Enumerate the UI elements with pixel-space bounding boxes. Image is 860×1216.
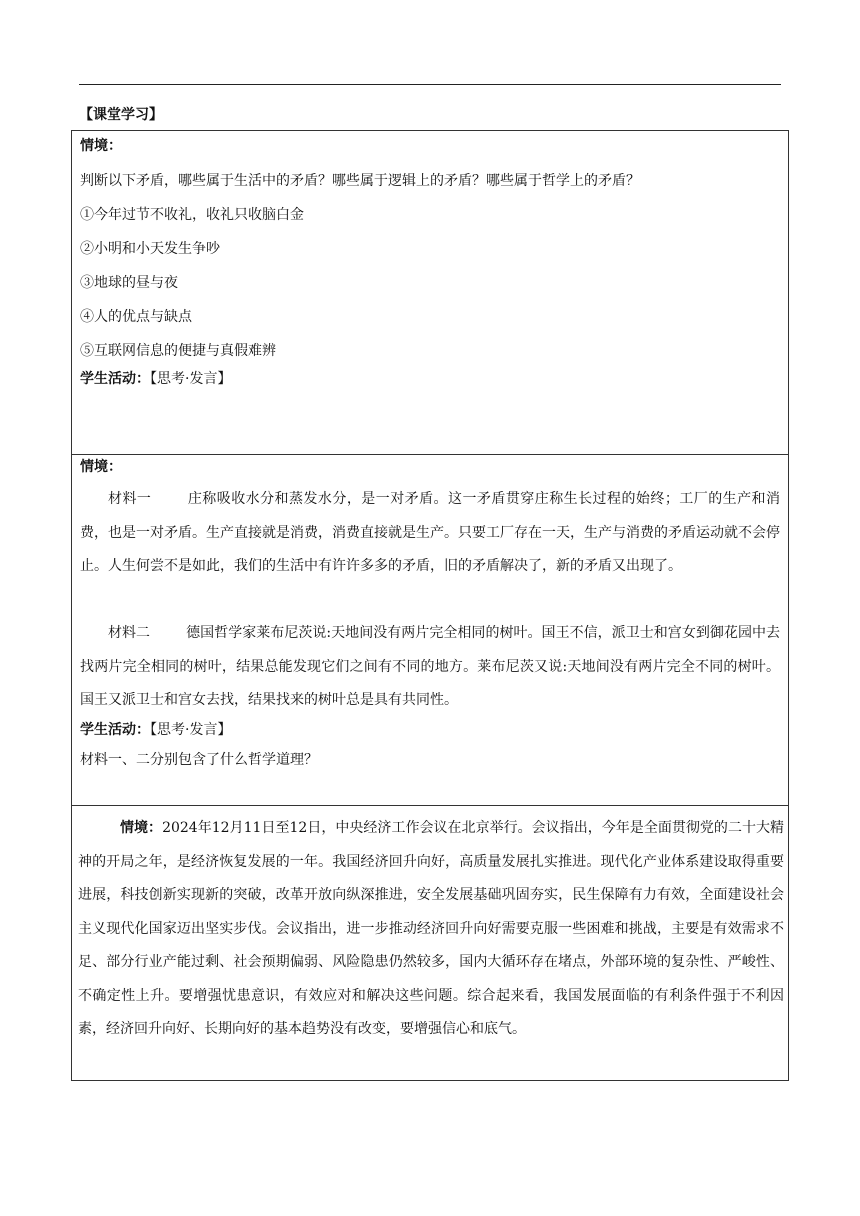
material-text: 德国哲学家莱布尼茨说:天地间没有两片完全相同的树叶。国王不信，派卫士和宫女到御花园中去找两片完全相同的树叶，结果总能发现它们之间有不同的地方。莱布尼茨又说:天地间没有两片完全不同的树叶。国王又派卫士和宫女去找，结果找来的树叶总是具有共同性。 — [80, 625, 781, 708]
context-label: 情境： — [80, 138, 122, 154]
header-rule — [79, 84, 781, 85]
list-item: ⑤互联网信息的便捷与真假难辨 — [80, 343, 276, 359]
context-label: 情境： — [120, 820, 163, 836]
context-box-3 — [71, 806, 789, 1081]
material-2 — [80, 617, 780, 718]
list-item: ②小明和小天发生争吵 — [80, 241, 220, 257]
context-text: 2024年12月11日至12日，中央经济工作会议在北京举行。会议指出，今年是全面贯彻党的二十大精神的开局之年，是经济恢复发展的一年。我国经济回升向好，高质量发展扎实推进。现代化产业体系建设取得重要进展，科技创新实现新的突破，改革开放向纵深推进，安全发展基础巩固夯实，民生保障有力有效，全面建设社会主义现代化国家迈出坚实步伐。会议指出，进一步推动经济回升向好需要克服一些困难和挑战，主要是有效需求不足、部分行业产能过剩、社会预期偏弱、风险隐患仍然较多，国内大循环存在堵点，外部环境的复杂性、严峻性、不确定性上升。要增强忧患意识，有效应对和解决这些问题。综合起来看，我国发展面临的有利条件强于不利因素，经济回升向好、长期向好的基本趋势没有改变，要增强信心和底气。 — [78, 820, 785, 1037]
student-activity — [80, 721, 231, 739]
material-text: 庄称吸收水分和蒸发水分，是一对矛盾。这一矛盾贯穿庄称生长过程的始终；工厂的生产和消费，也是一对矛盾。生产直接就是消费，消费直接就是生产。只要工厂存在一天，生产与消费的矛盾运动就不会停止。人生何尝不是如此，我们的生活中有许许多多的矛盾，旧的矛盾解决了，新的矛盾又出现了。 — [80, 491, 781, 574]
section-title: 【课堂学习】 — [79, 107, 163, 123]
context-label: 情境： — [80, 459, 122, 475]
context-box-1 — [71, 130, 789, 455]
material-label: 材料二 — [108, 625, 151, 641]
material-label: 材料一 — [108, 491, 152, 507]
student-activity — [80, 370, 231, 388]
list-item: ①今年过节不收礼，收礼只收脑白金 — [80, 207, 304, 223]
context-box-2 — [71, 455, 789, 806]
activity-label: 学生活动： — [80, 722, 150, 738]
material-1 — [80, 483, 780, 617]
list-item: ③地球的昼与夜 — [80, 275, 178, 291]
question-text: 判断以下矛盾，哪些属于生活中的矛盾？哪些属于逻辑上的矛盾？哪些属于哲学上的矛盾？ — [80, 173, 640, 189]
activity-label: 学生活动： — [80, 371, 150, 387]
context-paragraph — [78, 812, 784, 1047]
question-text: 材料一、二分别包含了什么哲学道理？ — [80, 752, 318, 768]
activity-text: 【思考·发言】 — [150, 722, 232, 738]
activity-text: 【思考·发言】 — [150, 371, 232, 387]
list-item: ④人的优点与缺点 — [80, 309, 192, 325]
